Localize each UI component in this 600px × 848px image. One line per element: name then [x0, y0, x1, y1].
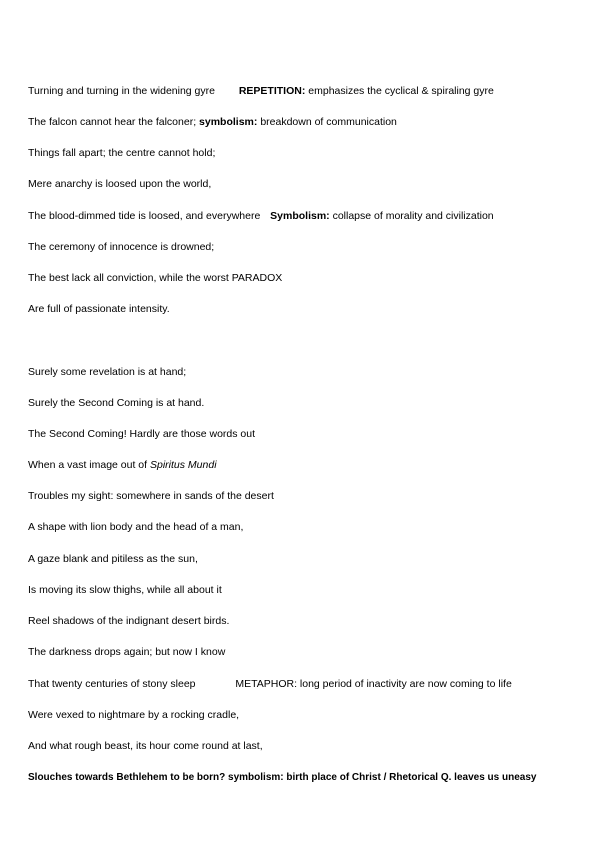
annotation-text: PARADOX: [231, 272, 283, 284]
poem-line: Surely the Second Coming is at hand.: [28, 397, 205, 409]
poem-line: [28, 458, 217, 472]
poem-text: Turning and turning in the widening gyre: [28, 85, 215, 97]
poem-line: [28, 115, 397, 129]
poem-text: The best lack all conviction, while the worst: [28, 272, 229, 284]
poem-line: The ceremony of innocence is drowned;: [28, 241, 215, 253]
annotation-text: METAPHOR: long period of inactivity are now coming to life: [235, 678, 512, 690]
poem-line: [28, 677, 512, 691]
poem-line: The Second Coming! Hardly are those words out: [28, 428, 256, 440]
poem-text-italic: Spiritus Mundi: [150, 459, 217, 471]
poem-line: [28, 271, 282, 285]
poem-line: Were vexed to nightmare by a rocking cradle,: [28, 709, 240, 721]
poem-line: A gaze blank and pitiless as the sun,: [28, 553, 198, 565]
poem-text: The falcon cannot hear the falconer;: [28, 116, 197, 128]
poem-line: [28, 209, 494, 223]
poem-line: The darkness drops again; but now I know: [28, 646, 226, 658]
poem-text: When a vast image out of: [28, 459, 148, 471]
poem-line: [28, 84, 494, 98]
poem-line: Slouches towards Bethlehem to be born? symbolism: birth place of Christ / Rhetorical Q. leaves us uneasy: [28, 772, 537, 783]
poem-line: Troubles my sight: somewhere in sands of the desert: [28, 490, 274, 502]
annotation-text: emphasizes the cyclical & spiraling gyre: [308, 85, 494, 97]
poem-line: Reel shadows of the indignant desert birds.: [28, 615, 230, 627]
annotation-text: collapse of morality and civilization: [332, 210, 494, 222]
annotation-label: REPETITION:: [238, 85, 306, 97]
poem-line: Is moving its slow thighs, while all about it: [28, 584, 222, 596]
poem-line: A shape with lion body and the head of a man,: [28, 521, 244, 533]
poem-line: And what rough beast, its hour come round at last,: [28, 740, 263, 752]
poem-line: Surely some revelation is at hand;: [28, 366, 187, 378]
annotation-text: breakdown of communication: [260, 116, 397, 128]
poem-line: Things fall apart; the centre cannot hold;: [28, 147, 216, 159]
poem-line: Are full of passionate intensity.: [28, 303, 170, 315]
poem-line: Mere anarchy is loosed upon the world,: [28, 178, 212, 190]
poem-text: That twenty centuries of stony sleep: [28, 678, 196, 690]
annotation-label: Symbolism:: [270, 210, 330, 222]
poem-text: The blood-dimmed tide is loosed, and everywhere: [28, 210, 261, 222]
annotation-label: symbolism:: [199, 116, 258, 128]
